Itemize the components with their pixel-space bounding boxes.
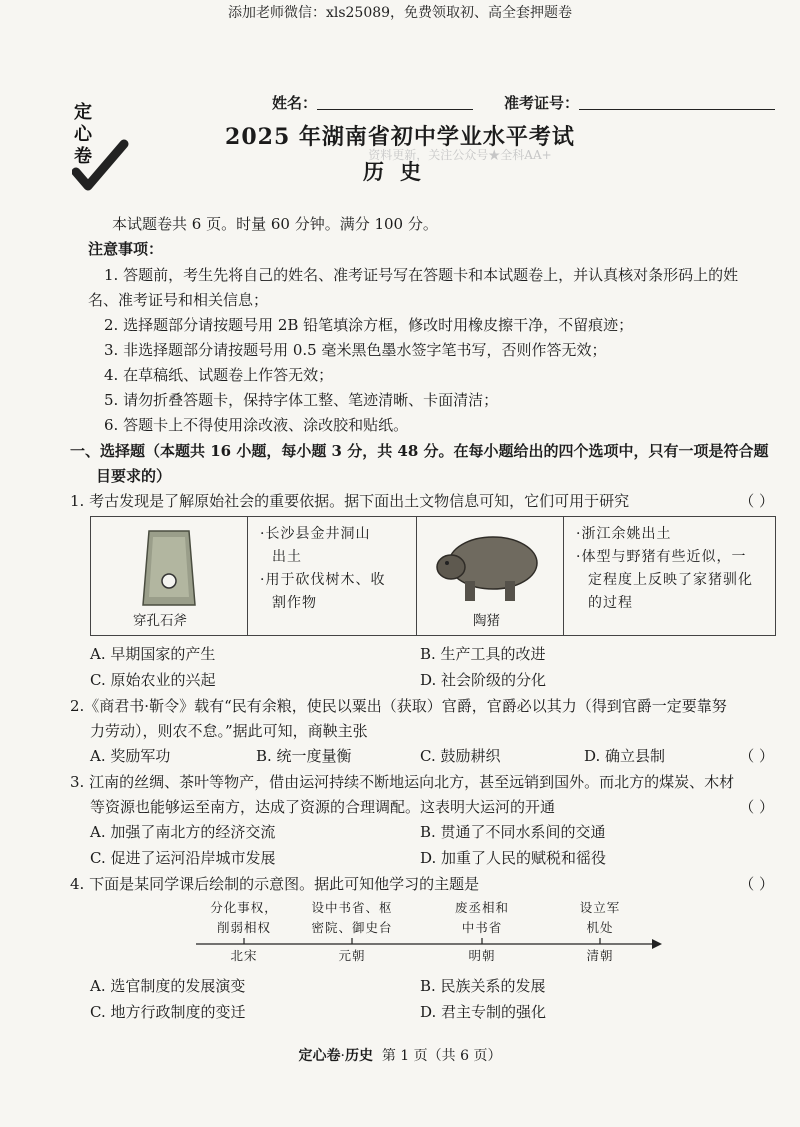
artifact-1-bullet: 割作物: [272, 595, 317, 611]
notice-item: 3. 非选择题部分请按题号用 0.5 毫米黑色墨水签字笔书写，否则作答无效；: [104, 341, 607, 359]
timeline-event-line: 削弱相权: [216, 920, 271, 935]
artifact-2-bullet: 定程度上反映了家猪驯化: [588, 572, 753, 588]
artifact-1-bullet: ·长沙县金井洞山: [260, 526, 371, 542]
q3-option-d[interactable]: D. 加重了人民的赋税和徭役: [420, 849, 607, 867]
q2-option-c[interactable]: C. 鼓励耕织: [420, 747, 501, 765]
exam-id-underline: [579, 95, 775, 110]
notice-item: 6. 答题卡上不得使用涂改液、涂改胶和贴纸。: [104, 416, 409, 434]
answer-blank[interactable]: （ ）: [739, 798, 774, 816]
artifact-1-info: [248, 517, 417, 636]
q1-option-b[interactable]: B. 生产工具的改进: [420, 645, 546, 663]
q1-option-d[interactable]: D. 社会阶级的分化: [420, 671, 547, 689]
timeline-diagram: [196, 898, 666, 970]
name-underline: [317, 95, 473, 110]
intro-text: 本试题卷共 6 页。时量 60 分钟。满分 100 分。: [112, 215, 438, 233]
q3-option-b[interactable]: B. 贯通了不同水系间的交通: [420, 823, 606, 841]
timeline-event-line: 设中书省、枢: [311, 900, 393, 915]
artifact-1-bullet: ·用于砍伐树木、收: [260, 572, 386, 588]
notice-item: 1. 答题前，考生先将自己的姓名、准考证号写在答题卡和本试题卷上，并认真核对条形码上的姓: [104, 266, 739, 284]
q3-option-c[interactable]: C. 促进了运河沿岸城市发展: [90, 849, 276, 867]
q4-option-c[interactable]: C. 地方行政制度的变迁: [90, 1003, 246, 1021]
artifact-1-cell: [91, 517, 248, 636]
artifact-2-cell: [417, 517, 564, 636]
timeline-event-1: [200, 898, 288, 938]
stamp-char-2: 心: [74, 124, 92, 145]
timeline-event-line: 中书省: [461, 920, 503, 935]
q2-stem: 2.《商君书·靳令》载有“民有余粮，使民以粟出（获取）官爵，官爵必以其力（得到官爵一定要靠努: [70, 697, 727, 715]
page-number: 第 1 页（共 6 页）: [381, 1048, 502, 1064]
artifact-2-bullet: ·体型与野猪有些近似，一: [576, 549, 747, 565]
q4-option-b[interactable]: B. 民族关系的发展: [420, 977, 546, 995]
footer-brand: 定心卷: [298, 1048, 341, 1064]
timeline-era-1: 北宋: [230, 948, 258, 963]
timeline-event-4: [560, 898, 640, 938]
artifact-2-bullet: ·浙江余姚出土: [576, 526, 672, 542]
exam-title: 2025 年湖南省初中学业水平考试: [225, 124, 575, 150]
notice-item: 2. 选择题部分请按题号用 2B 铅笔填涂方框，修改时用橡皮擦干净，不留痕迹；: [104, 316, 634, 334]
artifact-1-caption: 穿孔石斧: [133, 613, 187, 629]
subject-title: 历史: [363, 159, 437, 184]
artifact-table: [90, 516, 776, 636]
promo-note: 添加老师微信：xls25089，免费领取初、高全套押题卷: [227, 5, 573, 21]
artifact-1-bullet: 出土: [272, 549, 302, 565]
stamp-char-3: 卷: [74, 146, 92, 167]
section-heading: 一、选择题（本题共 16 小题，每小题 3 分，共 48 分。在每小题给出的四个选项中，只有一项是符合题: [70, 442, 769, 460]
q1-option-c[interactable]: C. 原始农业的兴起: [90, 671, 216, 689]
q4-stem: 4. 下面是某同学课后绘制的示意图。据此可知他学习的主题是: [70, 875, 480, 893]
q2-stem-cont: 力劳动），则农不怠。”据此可知，商鞅主张: [90, 722, 368, 740]
q4-option-d[interactable]: D. 君主专制的强化: [420, 1003, 547, 1021]
watermark: 资料更新，关注公众号★全科AA+: [368, 148, 552, 162]
footer-subject: 历史: [344, 1048, 373, 1064]
artifact-2-bullet: 的过程: [588, 595, 633, 611]
artifact-2-caption: 陶猪: [473, 613, 500, 629]
answer-blank[interactable]: （ ）: [739, 747, 774, 765]
pottery-pig-image: [435, 525, 547, 605]
q4-option-a[interactable]: A. 选官制度的发展演变: [90, 977, 246, 995]
artifact-2-info: [564, 517, 776, 636]
notice-item: 4. 在草稿纸、试题卷上作答无效；: [104, 366, 334, 384]
timeline-event-line: 机处: [586, 920, 614, 935]
timeline-event-3: [438, 898, 526, 938]
answer-blank[interactable]: （ ）: [739, 875, 774, 893]
q3-stem-cont: 等资源也能够运至南方，达成了资源的合理调配。这表明大运河的开通: [90, 798, 556, 816]
timeline-event-line: 废丞相和: [454, 900, 509, 915]
timeline-event-2: [300, 898, 404, 938]
section-heading-cont: 目要求的）: [96, 467, 172, 485]
name-field[interactable]: [272, 92, 473, 113]
q2-option-a[interactable]: A. 奖励军功: [90, 747, 171, 765]
timeline-era-3: 明朝: [468, 948, 496, 963]
stone-axe-image: [141, 527, 197, 609]
q3-stem: 3. 江南的丝绸、茶叶等物产，借由运河持续不断地运向北方，甚至远销到国外。而北方的煤炭、木材: [70, 773, 735, 791]
q2-option-d[interactable]: D. 确立县制: [584, 747, 666, 765]
exam-id-field[interactable]: [504, 92, 775, 113]
timeline-event-line: 分化事权，: [210, 900, 278, 915]
footer-sep: ·: [340, 1048, 345, 1064]
notice-item: 名、准考证号和相关信息；: [88, 291, 269, 309]
q2-option-b[interactable]: B. 统一度量衡: [256, 747, 352, 765]
stamp-char-1: 定: [74, 102, 92, 123]
q1-stem: 1. 考古发现是了解原始社会的重要依据。据下面出土文物信息可知，它们可用于研究: [70, 492, 630, 510]
q1-option-a[interactable]: A. 早期国家的产生: [90, 645, 216, 663]
name-label: 姓名：: [272, 94, 318, 112]
timeline-event-line: 密院、御史台: [311, 920, 393, 935]
notice-heading: 注意事项：: [88, 240, 164, 258]
answer-blank[interactable]: （ ）: [739, 492, 774, 510]
timeline-event-line: 设立军: [579, 900, 621, 915]
q3-option-a[interactable]: A. 加强了南北方的经济交流: [90, 823, 276, 841]
page-footer: [0, 1045, 800, 1065]
exam-id-label: 准考证号：: [504, 94, 580, 112]
notice-item: 5. 请勿折叠答题卡，保持字体工整、笔迹清晰、卡面清洁；: [104, 391, 499, 409]
timeline-era-2: 元朝: [338, 948, 366, 963]
timeline-era-4: 清朝: [586, 948, 614, 963]
